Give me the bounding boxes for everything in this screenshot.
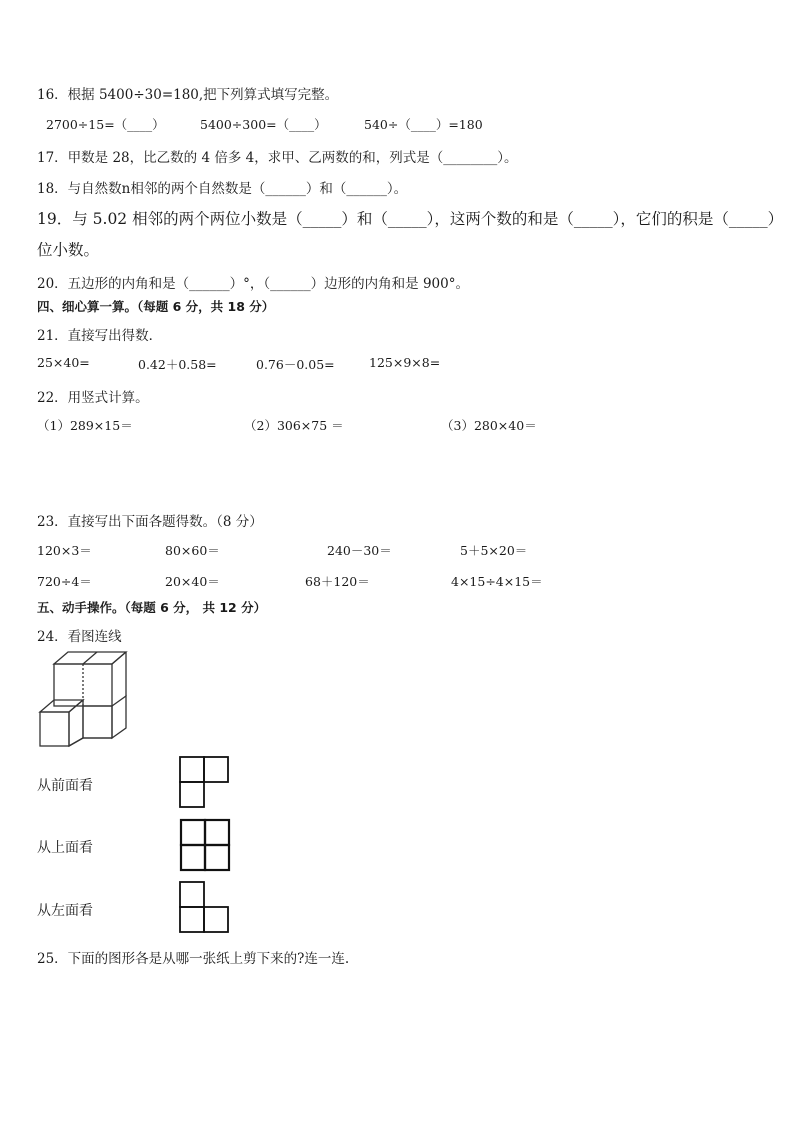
q21-item-1: 25×40= (37, 355, 90, 370)
q23-row2-item-3: 68＋120＝ (305, 574, 370, 589)
view-label-top: 从上面看 (37, 840, 93, 856)
section-4-heading: 四、细心算一算。（每题 6 分，共 18 分） (37, 299, 275, 314)
q23-row2-item-4: 4×15÷4×15＝ (451, 574, 543, 589)
q25-stem: 25．下面的图形各是从哪一张纸上剪下来的?连一连. (37, 951, 350, 967)
q22-item-1: （1）289×15＝ (37, 418, 133, 433)
q23-row2-item-2: 20×40＝ (165, 574, 220, 589)
front-view-shape[interactable] (178, 755, 230, 811)
q23-row2-item-1: 720÷4＝ (37, 574, 92, 589)
q22-item-2: （2）306×75 ＝ (244, 418, 344, 433)
q18-text: 18．与自然数n相邻的两个自然数是（______）和（______）。 (37, 181, 408, 197)
q20-text: 20．五边形的内角和是（______）°，（______）边形的内角和是 900°。 (37, 276, 469, 292)
q23-row1-item-4: 5＋5×20＝ (460, 543, 528, 558)
q21-item-2: 0.42＋0.58= (138, 357, 217, 372)
q16-item-2: 5400÷300=（____） (200, 117, 327, 132)
q21-item-4: 125×9×8= (369, 355, 441, 370)
q17-text: 17．甲数是 28，比乙数的 4 倍多 4，求甲、乙两数的和，列式是（________）。 (37, 150, 518, 166)
q22-stem: 22．用竖式计算。 (37, 390, 149, 406)
q16-stem: 16．根据 5400÷30=180,把下列算式填写完整。 (37, 87, 339, 103)
top-view-shape[interactable] (179, 818, 233, 874)
q21-stem: 21．直接写出得数． (37, 328, 163, 344)
q23-stem: 23．直接写出下面各题得数。（8 分） (37, 514, 263, 530)
q16-item-3: 540÷（____）=180 (364, 117, 483, 132)
q24-stem: 24．看图连线 (37, 629, 122, 645)
q23-row1-item-1: 120×3＝ (37, 543, 92, 558)
q19-line-2: 位小数。 (37, 241, 100, 259)
q16-item-1: 2700÷15=（____） (46, 117, 165, 132)
q21-item-3: 0.76－0.05= (256, 357, 335, 372)
q19-line-1: 19．与 5.02 相邻的两个两位小数是（_____）和（_____），这两个数的和是（_____），它们的积是（_____） (37, 210, 784, 228)
left-view-shape[interactable] (178, 880, 230, 936)
view-label-left: 从左面看 (37, 903, 93, 919)
q23-row1-item-3: 240－30＝ (327, 543, 392, 558)
q22-item-3: （3）280×40＝ (441, 418, 537, 433)
section-5-heading: 五、动手操作。（每题 6 分， 共 12 分） (37, 600, 267, 615)
view-label-front: 从前面看 (37, 778, 93, 794)
cube-arrangement-figure (36, 650, 132, 750)
q23-row1-item-2: 80×60＝ (165, 543, 220, 558)
